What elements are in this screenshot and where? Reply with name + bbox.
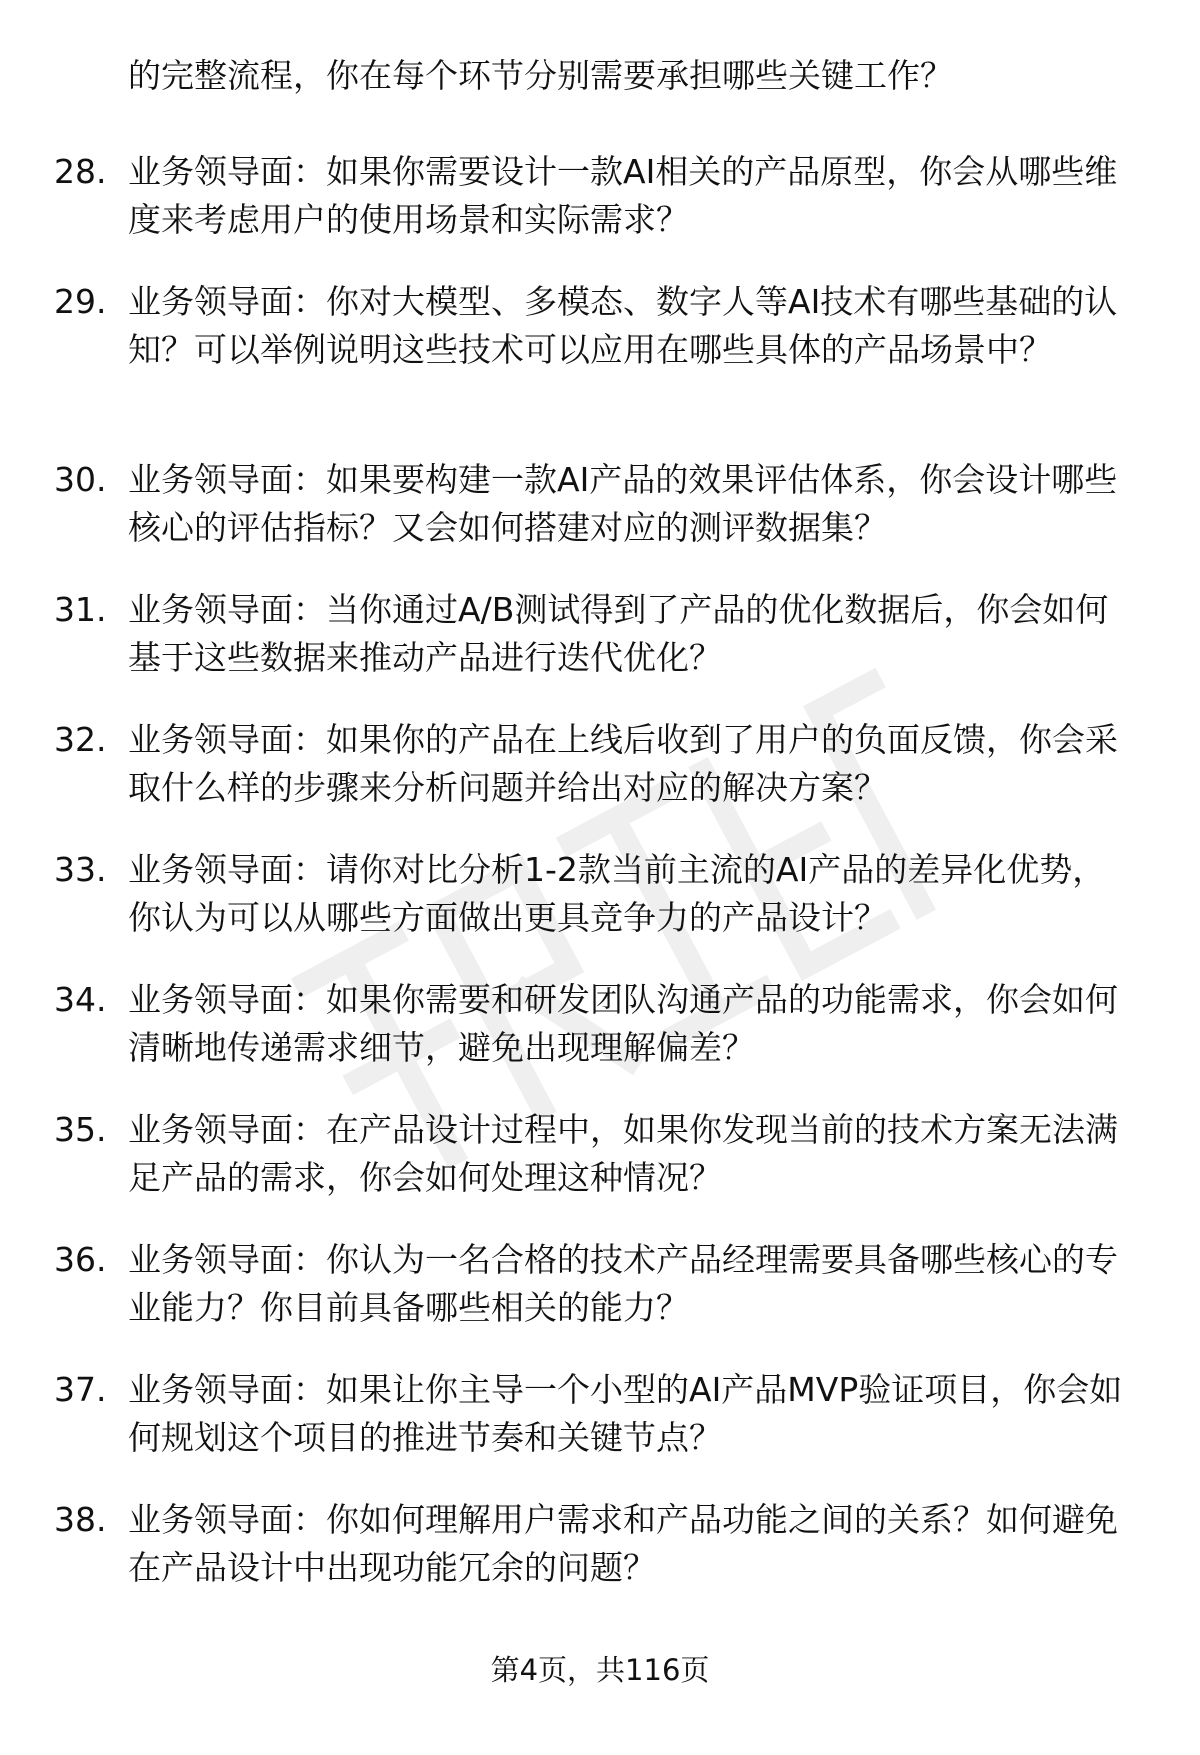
question-number: 28. xyxy=(54,152,107,191)
question-text: 业务领导面：当你通过A/B测试得到了产品的优化数据后，你会如何基于这些数据来推动产品进行迭代优化？ xyxy=(128,590,1109,677)
question-item xyxy=(0,1236,1200,1332)
question-item xyxy=(0,1106,1200,1202)
question-text: 业务领导面：如果你需要设计一款AI相关的产品原型，你会从哪些维度来考虑用户的使用场景和实际需求？ xyxy=(128,152,1118,239)
question-item xyxy=(0,976,1200,1072)
question-text: 业务领导面：在产品设计过程中，如果你发现当前的技术方案无法满足产品的需求，你会如何处理这种情况？ xyxy=(128,1110,1118,1197)
question-item xyxy=(0,586,1200,682)
question-item xyxy=(0,456,1200,552)
question-item xyxy=(0,846,1200,942)
question-text: 业务领导面：如果你需要和研发团队沟通产品的功能需求，你会如何清晰地传递需求细节，避免出现理解偏差？ xyxy=(128,980,1118,1067)
question-item xyxy=(0,1366,1200,1462)
question-number: 30. xyxy=(54,460,107,499)
question-number: 32. xyxy=(54,720,107,759)
question-text: 业务领导面：你对大模型、多模态、数字人等AI技术有哪些基础的认知？可以举例说明这些技术可以应用在哪些具体的产品场景中？ xyxy=(128,282,1118,369)
question-number: 34. xyxy=(54,980,107,1019)
question-item xyxy=(0,278,1200,422)
question-item xyxy=(0,716,1200,812)
question-text: 业务领导面：如果要构建一款AI产品的效果评估体系，你会设计哪些核心的评估指标？又会如何搭建对应的测评数据集？ xyxy=(128,460,1118,547)
question-number: 35. xyxy=(54,1110,107,1149)
page-footer: 第4页，共116页 xyxy=(490,1653,710,1687)
question-item xyxy=(0,1496,1200,1592)
continuation-text: 的完整流程，你在每个环节分别需要承担哪些关键工作？ xyxy=(128,56,953,95)
question-list xyxy=(0,148,1200,1626)
question-text: 业务领导面：你认为一名合格的技术产品经理需要具备哪些核心的专业能力？你目前具备哪些相关的能力？ xyxy=(128,1240,1118,1327)
question-text: 业务领导面：如果让你主导一个小型的AI产品MVP验证项目，你会如何规划这个项目的推进节奏和关键节点？ xyxy=(128,1370,1123,1457)
question-text: 业务领导面：请你对比分析1-2款当前主流的AI产品的差异化优势，你认为可以从哪些方面做出更具竞争力的产品设计？ xyxy=(128,850,1106,937)
question-number: 33. xyxy=(54,850,107,889)
question-item xyxy=(0,148,1200,244)
question-text: 业务领导面：如果你的产品在上线后收到了用户的负面反馈，你会采取什么样的步骤来分析问题并给出对应的解决方案？ xyxy=(128,720,1118,807)
question-number: 37. xyxy=(54,1370,107,1409)
question-number: 29. xyxy=(54,282,107,321)
question-number: 31. xyxy=(54,590,107,629)
question-number: 36. xyxy=(54,1240,107,1279)
question-text: 业务领导面：你如何理解用户需求和产品功能之间的关系？如何避免在产品设计中出现功能冗余的问题？ xyxy=(128,1500,1118,1587)
question-number: 38. xyxy=(54,1500,107,1539)
